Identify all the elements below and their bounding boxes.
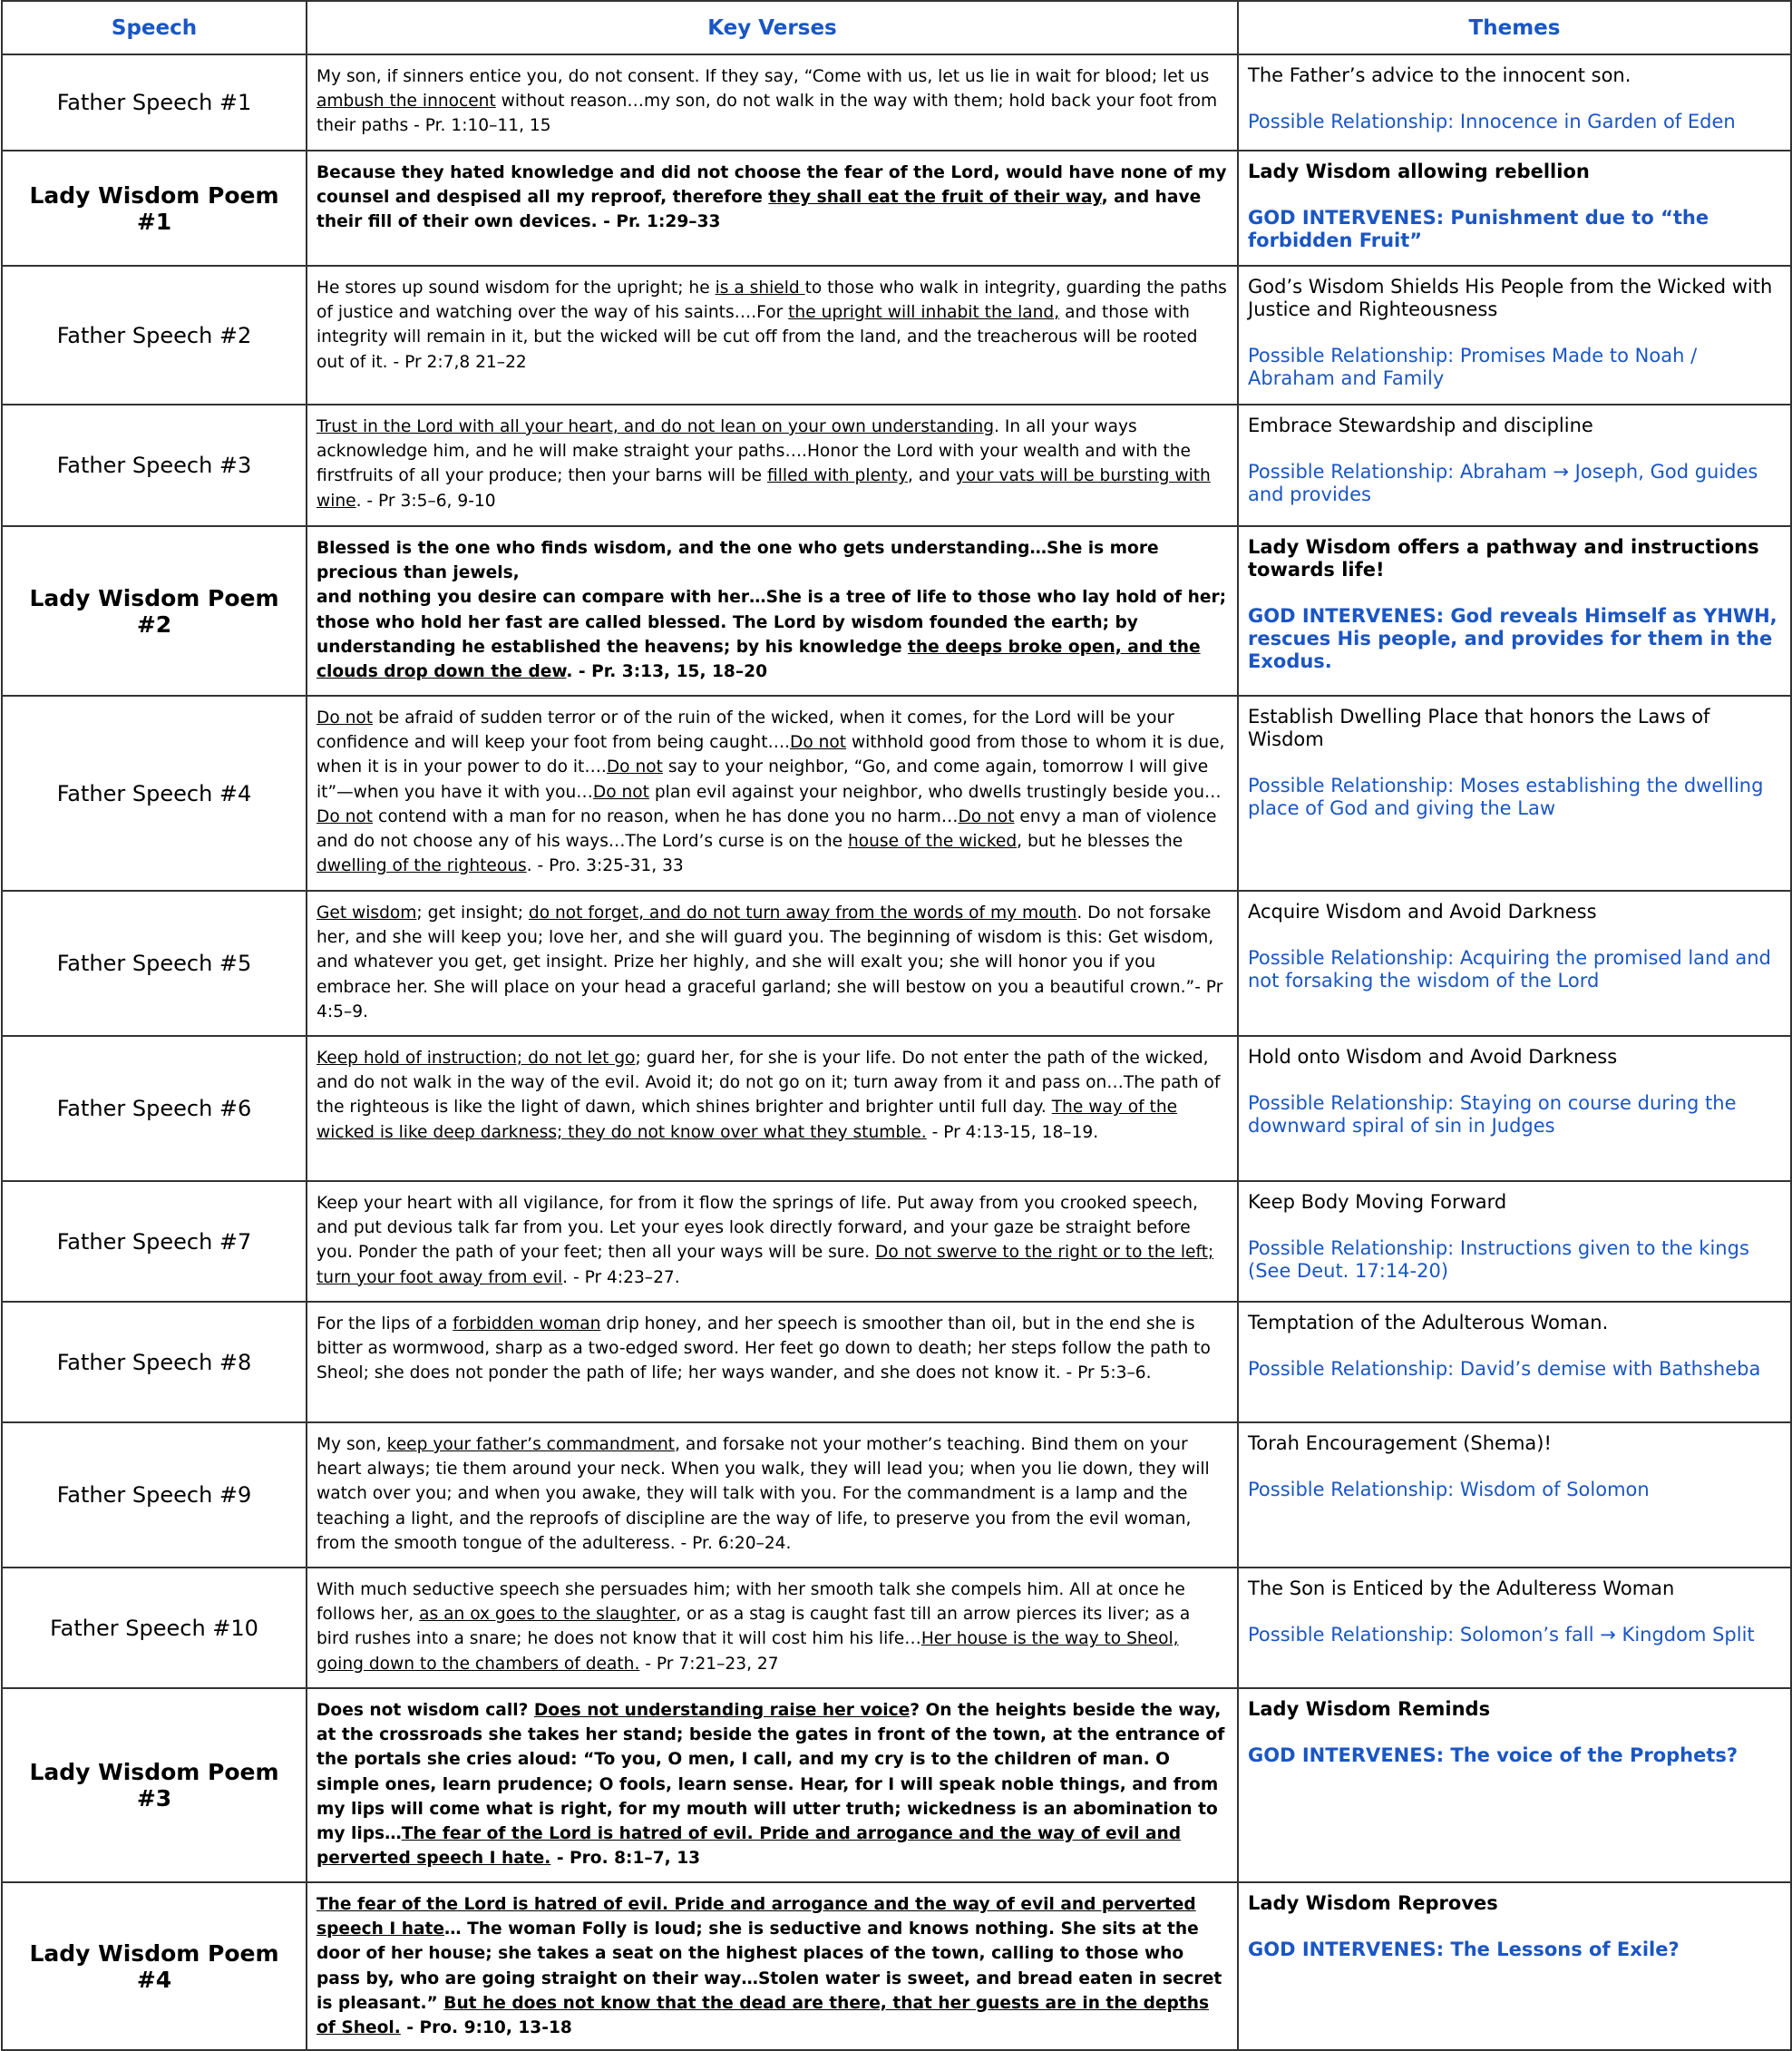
verse-text: and nothing you desire can compare with her…She is a tree of life to those who lay hold of her; those who hold her fast are called blessed. The Lord by wisdom founded the earth; by understanding he established the heavens; by his knowledge	[317, 588, 1227, 657]
theme-text: Hold onto Wisdom and Avoid Darkness	[1248, 1046, 1618, 1068]
table-row	[2, 1181, 1791, 1302]
underlined-verse-text: ambush the innocent	[317, 92, 496, 112]
speech-cell: Father Speech #6	[2, 1036, 307, 1181]
verse-text: Blessed is the one who finds wisdom, and the one who gets understanding…She is more precious than jewels,	[317, 539, 1159, 583]
underlined-verse-text: Do not	[606, 757, 663, 777]
speech-cell: Father Speech #2	[2, 266, 307, 405]
verse-text: - Pro. 9:10, 13-18	[400, 2018, 572, 2038]
relationship-text: Possible Relationship: Staying on course during the downward spiral of sin in Judges	[1248, 1092, 1737, 1137]
relationship-text: GOD INTERVENES: Punishment due to “the forbidden Fruit”	[1248, 207, 1709, 251]
verse-text: . Do not forsake her, and she will keep you; love her, and she will guard you. The beginning of wisdom is this: Get wisdom, and whatever you get, get insight. Prize her highly, and she will exalt you; she will honor you if you embrace her. She will place on your head a graceful garland; she will bestow on you a beautiful crown.”- Pr 4:5–9.	[317, 903, 1223, 1021]
table-row	[2, 405, 1791, 526]
verse-text: drip honey, and her speech is smoother than oil, but in the end she is bitter as wormwood, sharp as a two-edged sword. Her feet go down to death; her steps follow the path to Sheol; she does not ponder the path of life; her ways wander, and she does not know it. - Pr 5:3–6.	[317, 1314, 1211, 1383]
key-verses-cell	[307, 151, 1238, 266]
speech-cell: Father Speech #10	[2, 1568, 307, 1688]
speech-cell: Father Speech #5	[2, 891, 307, 1036]
verse-text: . - Pr 3:5–6, 9-10	[355, 491, 496, 511]
key-verses-cell	[307, 1302, 1238, 1422]
themes-cell	[1238, 1181, 1791, 1302]
verse-text: , and forsake not your mother’s teaching. Bind them on your heart always; tie them around your neck. When you walk, they will lead you; when you lie down, they will watch over you; and when you awake, they will talk with you. For the commandment is a lamp and the teaching a light, and the reproofs of discipline are the way of life, to preserve you from the evil woman, from the smooth tongue of the adulteress. - Pr. 6:20–24.	[317, 1435, 1210, 1553]
underlined-verse-text: your vats will be bursting with wine	[317, 466, 1211, 511]
table-row	[2, 1422, 1791, 1568]
relationship-text: Possible Relationship: Solomon’s fall → Kingdom Split	[1248, 1624, 1755, 1646]
underlined-verse-text: filled with plenty	[766, 466, 909, 486]
verse-text: to those who walk in integrity, guarding the paths of justice and watching over the way of his saints….For	[317, 278, 1227, 323]
themes-cell	[1238, 1036, 1791, 1181]
key-verses-cell	[307, 405, 1238, 526]
verse-text: , and	[908, 466, 956, 486]
underlined-verse-text: Do not	[790, 733, 847, 753]
themes-cell	[1238, 1422, 1791, 1568]
verse-text: My son,	[317, 1435, 387, 1454]
header-key-verses: Key Verses	[307, 1, 1238, 54]
table-row	[2, 1036, 1791, 1181]
underlined-verse-text: they shall eat the fruit of their way	[768, 188, 1102, 208]
underlined-verse-text: Do not swerve to the right or to the left; turn your foot away from evil	[317, 1243, 1214, 1287]
theme-text: Temptation of the Adulterous Woman.	[1248, 1312, 1609, 1333]
relationship-text: Possible Relationship: Promises Made to Noah / Abraham and Family	[1248, 345, 1698, 389]
underlined-verse-text: forbidden woman	[453, 1314, 601, 1333]
underlined-verse-text: keep your father’s commandment	[386, 1435, 676, 1454]
speech-cell: Father Speech #8	[2, 1302, 307, 1422]
verse-text: Keep your heart with all vigilance, for from it flow the springs of life. Put away from you crooked speech, and put devious talk far from you. Let your eyes look directly forward, and your gaze be straight before you. Ponder the path of your feet; then all your ways will be sure.	[317, 1194, 1198, 1263]
speech-cell: Father Speech #3	[2, 405, 307, 526]
table-row	[2, 891, 1791, 1036]
verse-text: Does not wisdom call?	[317, 1701, 534, 1720]
underlined-verse-text: is a shield	[715, 278, 805, 298]
header-speech: Speech	[2, 1, 307, 54]
verse-text: ? On the heights beside the way, at the crossroads she takes her stand; beside the gates in front of the town, at the entrance of the portals she cries aloud: “To you, O men, I call, and my cry is to the children of man. O simple ones, learn prudence; O fools, learn sense. Hear, for I will speak noble things, and from my lips will come what is right, for my mouth will utter truth; wickedness is an abomination to my lips…	[317, 1701, 1225, 1844]
speech-cell: Father Speech #7	[2, 1181, 307, 1302]
verse-text: For the lips of a	[317, 1314, 453, 1333]
table-row	[2, 266, 1791, 405]
relationship-text: Possible Relationship: Innocence in Garden of Eden	[1248, 111, 1736, 132]
verse-text: - Pro. 8:1–7, 13	[550, 1849, 701, 1869]
key-verses-cell	[307, 1181, 1238, 1302]
relationship-text: GOD INTERVENES: God reveals Himself as YHWH, rescues His people, and provides for them in the Exodus.	[1248, 605, 1777, 672]
table-row	[2, 151, 1791, 266]
verse-text: contend with a man for no reason, when he has done you no harm…	[373, 806, 959, 826]
themes-cell	[1238, 54, 1791, 151]
underlined-verse-text: Do not	[958, 806, 1015, 826]
verse-text: without reason…my son, do not walk in the way with them; hold back your foot from their paths - Pr. 1:10–11, 15	[317, 92, 1218, 136]
relationship-text: GOD INTERVENES: The voice of the Prophets?	[1248, 1744, 1738, 1766]
themes-cell	[1238, 526, 1791, 696]
key-verses-cell	[307, 1036, 1238, 1181]
key-verses-cell	[307, 1688, 1238, 1882]
verse-text: , and have their fill of their own devices. - Pr. 1:29–33	[317, 188, 1202, 232]
themes-cell	[1238, 1568, 1791, 1688]
theme-text: Torah Encouragement (Shema)!	[1248, 1432, 1552, 1454]
themes-cell	[1238, 266, 1791, 405]
verse-text: . - Pro. 3:25-31, 33	[526, 856, 684, 876]
proverbs-table	[1, 0, 1792, 2051]
underlined-verse-text: as an ox goes to the slaughter	[419, 1605, 677, 1625]
underlined-verse-text: Her house is the way to Sheol, going down to the chambers of death.	[317, 1629, 1179, 1674]
key-verses-cell	[307, 1568, 1238, 1688]
verse-text: He stores up sound wisdom for the upright; he	[317, 278, 716, 298]
themes-cell	[1238, 1302, 1791, 1422]
key-verses-cell	[307, 891, 1238, 1036]
themes-cell	[1238, 151, 1791, 266]
relationship-text: Possible Relationship: Abraham → Joseph, God guides and provides	[1248, 461, 1758, 505]
verse-text: plan evil against your neighbor, who dwells trustingly beside you…	[648, 782, 1222, 802]
header-row	[2, 1, 1791, 54]
key-verses-cell	[307, 526, 1238, 696]
verse-text: My son, if sinners entice you, do not consent. If they say, “Come with us, let us lie in wait for blood; let us	[317, 67, 1210, 86]
verse-text: . - Pr. 3:13, 15, 18–20	[566, 662, 768, 682]
underlined-verse-text: Keep hold of instruction; do not let go	[317, 1049, 636, 1068]
verse-text: With much seductive speech she persuades him; with her smooth talk she compels him. All at once he follows her,	[317, 1580, 1185, 1625]
table-row	[2, 1882, 1791, 2050]
theme-text: Lady Wisdom Reminds	[1248, 1698, 1491, 1720]
theme-text: The Son is Enticed by the Adulteress Woman	[1248, 1577, 1675, 1599]
relationship-text: GOD INTERVENES: The Lessons of Exile?	[1248, 1939, 1680, 1960]
underlined-verse-text: Does not understanding raise her voice	[533, 1701, 911, 1720]
underlined-verse-text: Do not	[592, 782, 649, 802]
table-row	[2, 1302, 1791, 1422]
key-verses-cell	[307, 54, 1238, 151]
relationship-text: Possible Relationship: Moses establishing the dwelling place of God and giving the Law	[1248, 775, 1764, 819]
themes-cell	[1238, 696, 1791, 891]
verse-text: - Pr 7:21–23, 27	[639, 1654, 779, 1674]
speech-cell: Father Speech #9	[2, 1422, 307, 1568]
speech-cell: Lady Wisdom Poem #3	[2, 1688, 307, 1882]
verse-text: - Pr 4:13-15, 18–19.	[926, 1122, 1099, 1142]
speech-cell: Father Speech #4	[2, 696, 307, 891]
verse-text: withhold good from those to whom it is due, when it is in your power to do it….	[317, 733, 1225, 777]
themes-cell	[1238, 1688, 1791, 1882]
underlined-verse-text: the upright will inhabit the land,	[788, 303, 1060, 323]
relationship-text: Possible Relationship: David’s demise with Bathsheba	[1248, 1358, 1761, 1380]
themes-cell	[1238, 891, 1791, 1036]
verse-text: say to your neighbor, “Go, and come again, tomorrow I will give it”—when you have it with you…	[317, 757, 1209, 802]
relationship-text: Possible Relationship: Instructions given to the kings (See Deut. 17:14-20)	[1248, 1237, 1749, 1282]
verse-text: ; get insight;	[416, 903, 529, 923]
verse-text: be afraid of sudden terror or of the ruin of the wicked, when it comes, for the Lord will be your confidence and will keep your foot from being caught….	[317, 708, 1174, 753]
theme-text: The Father’s advice to the innocent son.	[1248, 64, 1631, 86]
underlined-verse-text: Do not	[317, 708, 374, 728]
key-verses-cell	[307, 266, 1238, 405]
verse-text: , but he blesses the	[1017, 832, 1183, 852]
key-verses-cell	[307, 1422, 1238, 1568]
underlined-verse-text: house of the wicked	[847, 832, 1018, 852]
verse-text: . - Pr 4:23–27.	[562, 1267, 680, 1287]
underlined-verse-text: But he does not know that the dead are there, that her guests are in the depths of Sheol.	[317, 1993, 1210, 2038]
theme-text: Lady Wisdom allowing rebellion	[1248, 161, 1590, 182]
table-row	[2, 1568, 1791, 1688]
verse-text: Because they hated knowledge and did not choose the fear of the Lord, would have none of my counsel and despised all my reproof, therefore	[317, 163, 1227, 208]
speech-cell: Father Speech #1	[2, 54, 307, 151]
underlined-verse-text: Do not	[317, 806, 374, 826]
verse-text: , or as a stag is caught fast till an arrow pierces its liver; as a bird rushes into a snare; he does not know that it will cost him his life…	[317, 1605, 1191, 1649]
header-themes: Themes	[1238, 1, 1791, 54]
themes-cell	[1238, 1882, 1791, 2050]
verse-text: … The woman Folly is loud; she is seductive and knows nothing. She sits at the door of her house; she takes a seat on the highest places of the town, calling to those who pass by, who are going straight on their way…Stolen water is sweet, and bread eaten in secret is pleasant.”	[317, 1919, 1222, 2013]
relationship-text: Possible Relationship: Acquiring the promised land and not forsaking the wisdom of the Lord	[1248, 947, 1771, 991]
themes-cell	[1238, 405, 1791, 526]
speech-cell: Lady Wisdom Poem #1	[2, 151, 307, 266]
theme-text: Establish Dwelling Place that honors the Laws of Wisdom	[1248, 706, 1710, 750]
underlined-verse-text: dwelling of the righteous	[317, 856, 527, 876]
speech-cell: Lady Wisdom Poem #4	[2, 1882, 307, 2050]
theme-text: Lady Wisdom offers a pathway and instructions towards life!	[1248, 536, 1759, 581]
speech-cell: Lady Wisdom Poem #2	[2, 526, 307, 696]
table-row	[2, 526, 1791, 696]
verse-text: . In all your ways acknowledge him, and he will make straight your paths….Honor the Lord with your wealth and with the firstfruits of all your produce; then your barns will be	[317, 417, 1191, 486]
table-row	[2, 1688, 1791, 1882]
verse-text: ; guard her, for she is your life. Do not enter the path of the wicked, and do not walk in the way of the evil. Avoid it; do not go on it; turn away from it and pass on…The path of the righteous is like the light of dawn, which shines brighter and brighter until full day.	[317, 1049, 1221, 1118]
verse-text: and those with integrity will remain in it, but the wicked will be cut off from the land, and the treacherous will be rooted out of it. - Pr 2:7,8 21–22	[317, 303, 1198, 372]
key-verses-cell	[307, 1882, 1238, 2050]
underlined-verse-text: The fear of the Lord is hatred of evil. Pride and arrogance and the way of evil and perverted speech I hate	[317, 1895, 1196, 1939]
table-row	[2, 696, 1791, 891]
theme-text: Embrace Stewardship and discipline	[1248, 415, 1593, 436]
theme-text: Lady Wisdom Reproves	[1248, 1892, 1498, 1914]
theme-text: Acquire Wisdom and Avoid Darkness	[1248, 901, 1597, 923]
underlined-verse-text: Get wisdom	[317, 903, 417, 923]
table-row	[2, 54, 1791, 151]
underlined-verse-text: the deeps broke open, and the clouds drop down the dew	[317, 637, 1201, 682]
underlined-verse-text: Trust in the Lord with all your heart, and do not lean on your own understanding	[317, 417, 995, 436]
underlined-verse-text: do not forget, and do not turn away from the words of my mouth	[528, 903, 1077, 923]
theme-text: Keep Body Moving Forward	[1248, 1191, 1507, 1213]
key-verses-cell	[307, 696, 1238, 891]
underlined-verse-text: The way of the wicked is like deep darkness; they do not know over what they stumble.	[317, 1098, 1178, 1142]
relationship-text: Possible Relationship: Wisdom of Solomon	[1248, 1479, 1650, 1500]
theme-text: God’s Wisdom Shields His People from the Wicked with Justice and Righteousness	[1248, 276, 1773, 320]
underlined-verse-text: The fear of the Lord is hatred of evil. Pride and arrogance and the way of evil and perverted speech I hate.	[317, 1824, 1182, 1869]
verse-text: envy a man of violence and do not choose any of his ways…The Lord’s curse is on the	[317, 806, 1217, 852]
